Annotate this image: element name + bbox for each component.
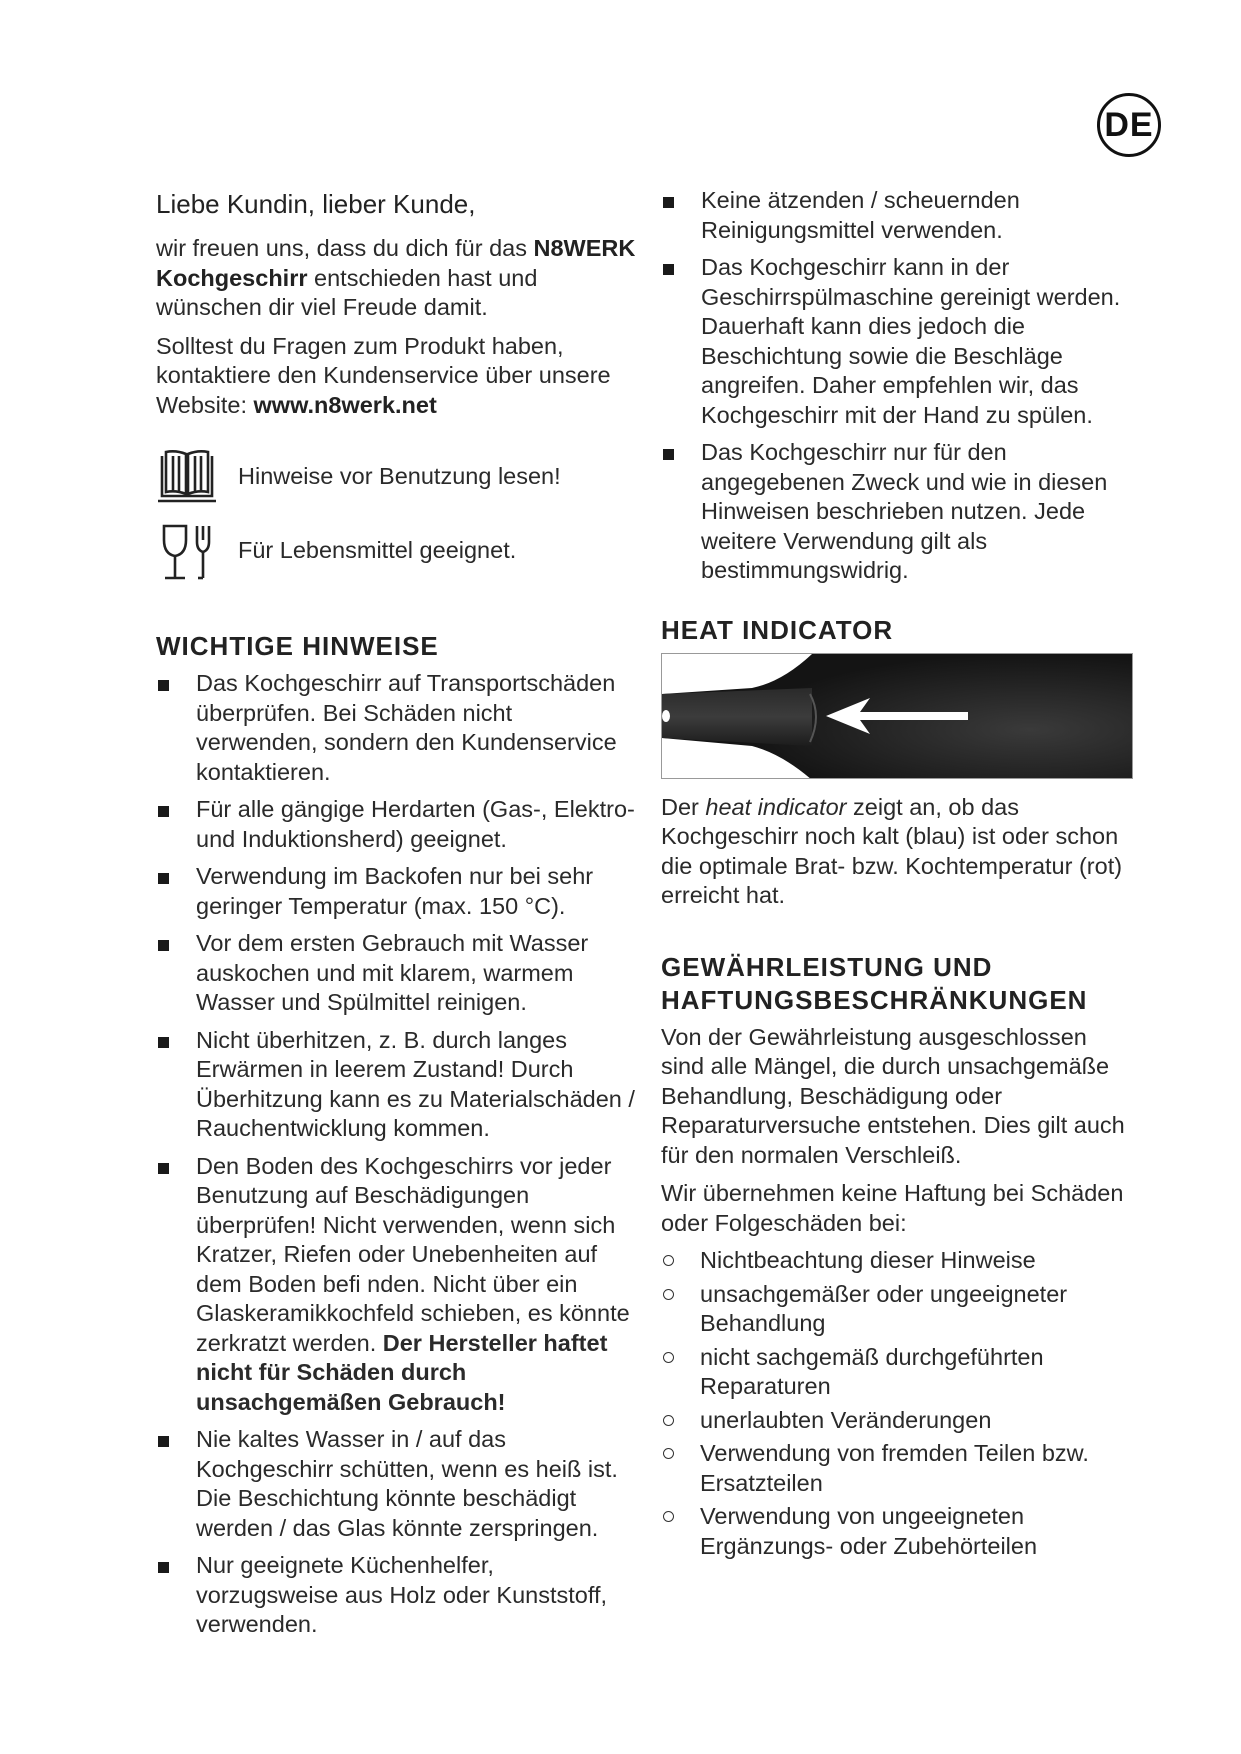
symbol-read-instructions bbox=[156, 446, 638, 506]
section-heading-warranty-line2: HAFTUNGSBESCHRÄNKUNGEN bbox=[661, 984, 1088, 1015]
list-item bbox=[661, 186, 1133, 245]
list-item bbox=[156, 669, 638, 787]
liability-exclusions-list bbox=[661, 1246, 1133, 1561]
list-item bbox=[661, 253, 1133, 430]
list-item-text: Verwendung von ungeeigneten Ergänzungs- oder Zubehörteilen bbox=[700, 1503, 1038, 1559]
heat-text-end: zeigt an, ob das Kochgeschirr noch kalt (blau) ist oder schon die optimale Brat- bzw. Kochtemperatur (rot) erreicht hat. bbox=[661, 793, 1123, 908]
intro-text: wir freuen uns, dass du dich für das bbox=[156, 235, 527, 261]
list-item bbox=[156, 1026, 638, 1144]
list-item-text: Keine ätzenden / scheuernden Reinigungsmittel verwenden. bbox=[701, 187, 1020, 243]
book-icon bbox=[156, 446, 218, 506]
section-heading-wichtige: WICHTIGE HINWEISE bbox=[156, 631, 439, 661]
contact-text: Solltest du Fragen zum Produkt haben, kontaktiere den Kundenservice über unsere Website: bbox=[156, 332, 611, 418]
symbol-food-safe bbox=[156, 520, 638, 580]
intro-text-end: entschieden hast und wünschen dir viel Freude damit. bbox=[156, 264, 538, 320]
list-item bbox=[156, 929, 638, 1018]
list-item bbox=[661, 1246, 1133, 1276]
list-item-text: Verwendung von fremden Teilen bzw. Ersatzteilen bbox=[700, 1440, 1089, 1496]
square-bullet bbox=[663, 264, 674, 275]
list-item bbox=[661, 1406, 1133, 1436]
circle-bullet bbox=[663, 1511, 674, 1522]
list-item bbox=[661, 1280, 1133, 1339]
important-notes-list bbox=[156, 669, 638, 1640]
list-item bbox=[661, 438, 1133, 586]
cleaning-notes-list bbox=[661, 186, 1133, 586]
heat-text: Der bbox=[661, 793, 706, 820]
square-bullet bbox=[158, 1037, 169, 1048]
list-item-text: Das Kochgeschirr nur für den angegebenen Zweck und wie in diesen Hinweisen beschrieben nutzen. Jede weitere Verwendung gilt als bestimmungswidrig. bbox=[701, 439, 1108, 583]
list-item bbox=[156, 862, 638, 921]
square-bullet bbox=[158, 806, 169, 817]
list-item-text: Nichtbeachtung dieser Hinweise bbox=[700, 1247, 1036, 1273]
symbol-label: Hinweise vor Benutzung lesen! bbox=[238, 462, 561, 489]
circle-bullet bbox=[663, 1352, 674, 1363]
circle-bullet bbox=[663, 1448, 674, 1459]
circle-bullet bbox=[663, 1289, 674, 1300]
symbol-label: Für Lebensmittel geeignet. bbox=[238, 536, 517, 563]
greeting: Liebe Kundin, lieber Kunde, bbox=[156, 189, 476, 219]
list-item-text: Vor dem ersten Gebrauch mit Wasser auskochen und mit klarem, warmem Wasser und Spülmittel reinigen. bbox=[196, 930, 589, 1015]
list-item bbox=[156, 795, 638, 854]
list-item bbox=[661, 1439, 1133, 1498]
list-item-text: Für alle gängige Herdarten (Gas-, Elektro- und Induktionsherd) geeignet. bbox=[196, 796, 635, 852]
liability-paragraph: Wir übernehmen keine Haftung bei Schäden oder Folgeschäden bei: bbox=[661, 1180, 1124, 1236]
square-bullet bbox=[158, 1163, 169, 1174]
manufacturer-liability-note: Der Hersteller haftet nicht für Schäden durch unsachgemäßen Gebrauch! bbox=[196, 1329, 608, 1415]
language-badge: DE bbox=[1097, 93, 1161, 157]
list-item bbox=[156, 1152, 638, 1418]
contact-paragraph bbox=[156, 332, 638, 421]
square-bullet bbox=[158, 1436, 169, 1447]
glass-fork-icon bbox=[156, 520, 218, 580]
square-bullet bbox=[158, 873, 169, 884]
list-item-text: Nie kaltes Wasser in / auf das Kochgeschirr schütten, wenn es heiß ist. Die Beschichtung könnte beschädigt werden / das Glas könnte zerspringen. bbox=[196, 1426, 618, 1541]
list-item bbox=[156, 1425, 638, 1543]
left-column bbox=[156, 186, 638, 1648]
list-item-text: Das Kochgeschirr auf Transportschäden überprüfen. Bei Schäden nicht verwenden, sondern den Kundenservice kontaktieren. bbox=[196, 670, 617, 785]
heat-indicator-image bbox=[661, 653, 1133, 779]
list-item-text: Den Boden des Kochgeschirrs vor jeder Benutzung auf Beschädigungen überprüfen! Nicht verwenden, wenn sich Kratzer, Riefen oder Unebenheiten auf dem Boden befi nden. Nicht über ein Glaskeramikkochfeld schieben, es könnte zerkratzt werden. bbox=[196, 1152, 630, 1356]
square-bullet bbox=[158, 680, 169, 691]
list-item-text: Das Kochgeschirr kann in der Geschirrspülmaschine gereinigt werden. Dauerhaft kann dies jedoch die Beschichtung sowie die Beschläge angreifen. Daher empfehlen wir, das Kochgeschirr mit der Hand zu spülen. bbox=[701, 254, 1121, 428]
list-item-text: Nicht überhitzen, z. B. durch langes Erwärmen in leerem Zustand! Durch Überhitzung kann es zu Materialschäden / Rauchentwicklung kommen. bbox=[196, 1026, 635, 1141]
section-heading-heat: HEAT INDICATOR bbox=[661, 614, 894, 645]
circle-bullet bbox=[663, 1415, 674, 1426]
heat-indicator-term: heat indicator bbox=[705, 793, 847, 820]
square-bullet bbox=[158, 940, 169, 951]
list-item-text: unerlaubten Veränderungen bbox=[700, 1406, 992, 1433]
heat-indicator-description bbox=[661, 793, 1133, 911]
brand-name: N8WERK Kochgeschirr bbox=[156, 235, 636, 291]
square-bullet bbox=[663, 197, 674, 208]
list-item bbox=[661, 1502, 1133, 1561]
square-bullet bbox=[158, 1562, 169, 1573]
square-bullet bbox=[663, 449, 674, 460]
website-link[interactable]: www.n8werk.net bbox=[253, 391, 437, 418]
right-column bbox=[661, 186, 1133, 1565]
list-item-text: nicht sachgemäß durchgeführten Reparaturen bbox=[700, 1343, 1044, 1399]
list-item bbox=[661, 1343, 1133, 1402]
circle-bullet bbox=[663, 1255, 674, 1266]
list-item-text: unsachgemäßer oder ungeeigneter Behandlung bbox=[700, 1280, 1068, 1336]
list-item bbox=[156, 1551, 638, 1640]
intro-paragraph bbox=[156, 234, 638, 323]
section-heading-warranty: GEWÄHRLEISTUNG UND bbox=[661, 951, 993, 982]
warranty-paragraph: Von der Gewährleistung ausgeschlossen sind alle Mängel, die durch unsachgemäße Behandlung, Beschädigung oder Reparaturversuche entstehen. Dies gilt auch für den normalen Verschleiß. bbox=[661, 1023, 1125, 1168]
list-item-text: Nur geeignete Küchenhelfer, vorzugsweise aus Holz oder Kunststoff, verwenden. bbox=[196, 1552, 608, 1637]
list-item-text: Verwendung im Backofen nur bei sehr geringer Temperatur (max. 150 °C). bbox=[196, 863, 594, 919]
